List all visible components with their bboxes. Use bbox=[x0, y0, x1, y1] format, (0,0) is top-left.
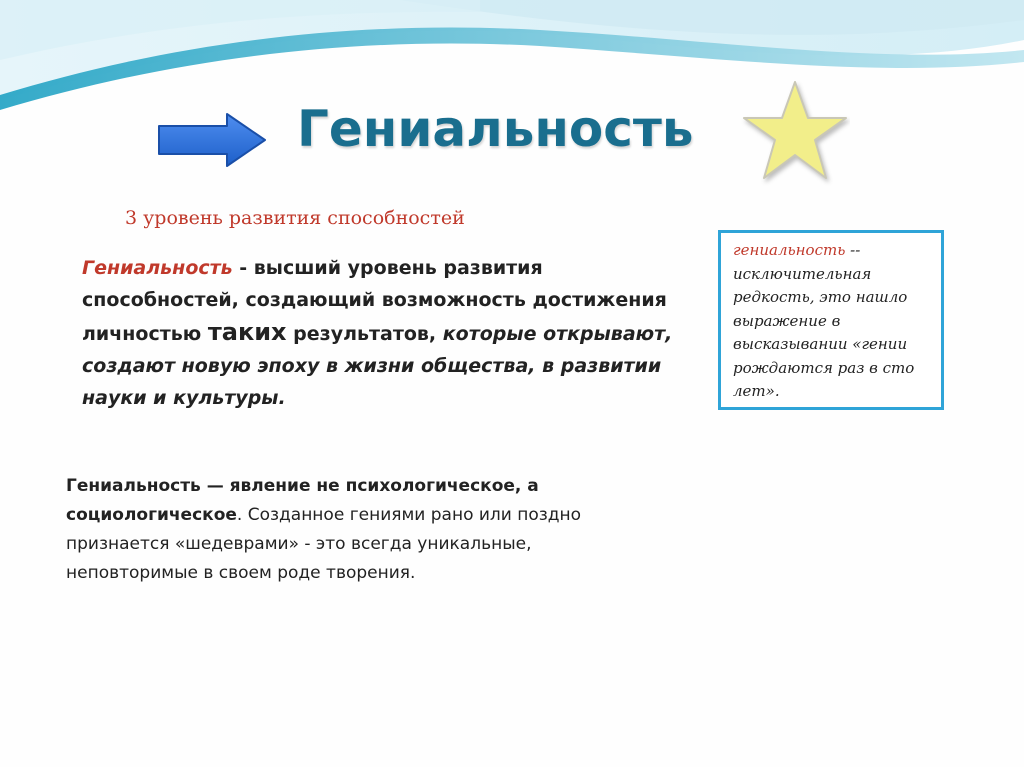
definition-part1: - высший уровень развития способностей, создающий возможность достижения личностью bbox=[82, 257, 667, 345]
definition-emphasis: таких bbox=[207, 318, 287, 346]
quote-text: -- исключительная редкость, это нашло выражение в высказывании «гении рождаются раз в сто лет». bbox=[733, 241, 915, 400]
right-arrow-icon bbox=[157, 112, 269, 168]
definition-term: Гениальность bbox=[82, 257, 233, 279]
quote-term: гениальность bbox=[733, 241, 846, 259]
star-icon bbox=[740, 78, 850, 188]
definition-part3: которые открывают, создают новую эпоху в жизни общества, в развитии науки и культуры. bbox=[82, 323, 673, 409]
paragraph-rest: . Созданное гениями рано или поздно признается «шедеврами» - это всегда уникальные, неповторимые в своем роде творения. bbox=[66, 505, 582, 583]
definition-text bbox=[82, 252, 692, 414]
page-title: Гениальность bbox=[297, 100, 694, 158]
definition-part2: результатов, bbox=[286, 323, 437, 345]
subtitle: 3 уровень развития способностей bbox=[125, 207, 465, 229]
quote-box bbox=[718, 230, 944, 410]
paragraph-bold: Гениальность — явление не психологическое, а социологическое bbox=[66, 476, 539, 525]
paragraph-text bbox=[66, 472, 626, 588]
